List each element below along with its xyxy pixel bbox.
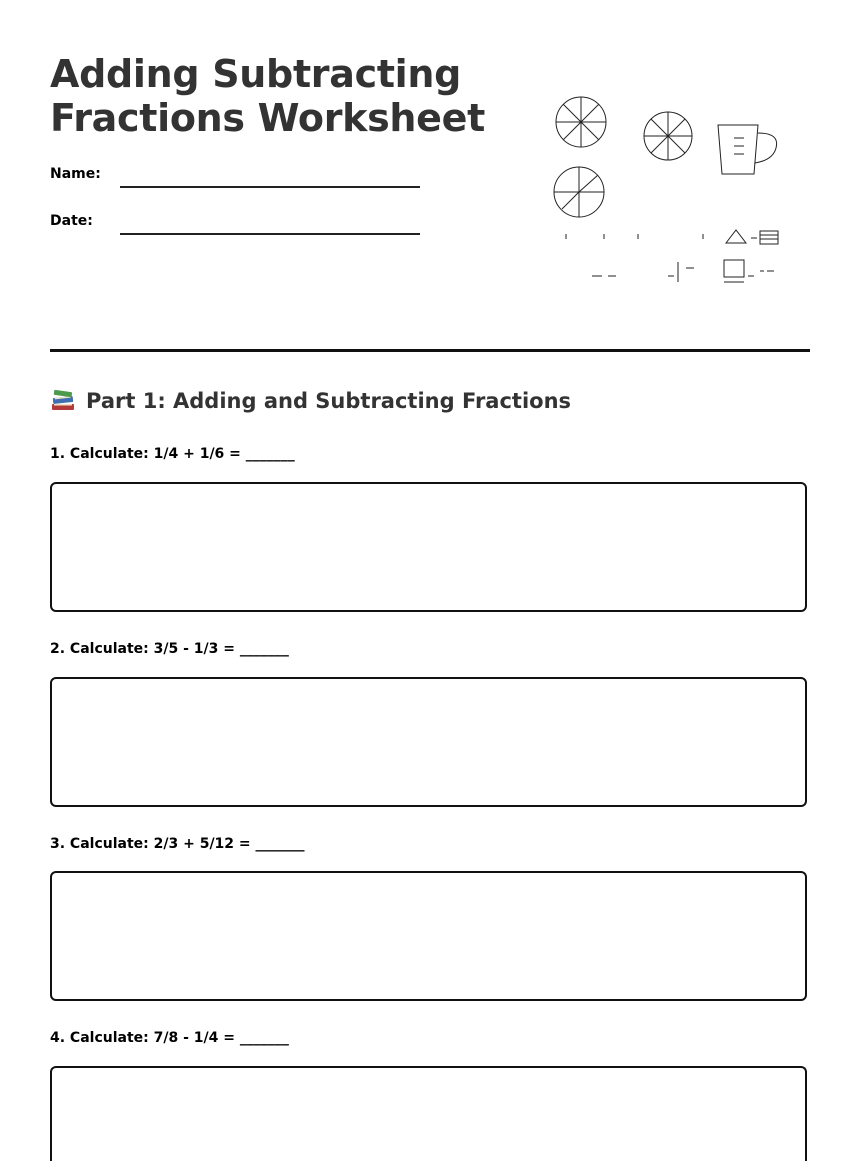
question-4: 4. Calculate: 7/8 - 1/4 = _______	[50, 1030, 289, 1046]
page-title	[50, 52, 485, 140]
question-1: 1. Calculate: 1/4 + 1/6 = _______	[50, 446, 295, 462]
question-3: 3. Calculate: 2/3 + 5/12 = _______	[50, 836, 305, 852]
section-title: Part 1: Adding and Subtracting Fractions	[86, 389, 572, 413]
title-line-2: Fractions Worksheet	[50, 96, 485, 140]
title-line-1: Adding Subtracting	[50, 52, 462, 96]
section-heading	[50, 388, 571, 414]
section-divider	[50, 349, 810, 352]
answer-box-4[interactable]	[50, 1066, 807, 1161]
date-label: Date:	[50, 213, 93, 229]
question-2: 2. Calculate: 3/5 - 1/3 = _______	[50, 641, 289, 657]
fraction-illustration	[548, 88, 788, 288]
answer-box-1[interactable]	[50, 482, 807, 612]
name-label: Name:	[50, 166, 101, 182]
answer-box-2[interactable]	[50, 677, 807, 807]
books-icon	[50, 388, 76, 414]
date-field[interactable]	[120, 233, 420, 235]
name-field[interactable]	[120, 186, 420, 188]
answer-box-3[interactable]	[50, 871, 807, 1001]
